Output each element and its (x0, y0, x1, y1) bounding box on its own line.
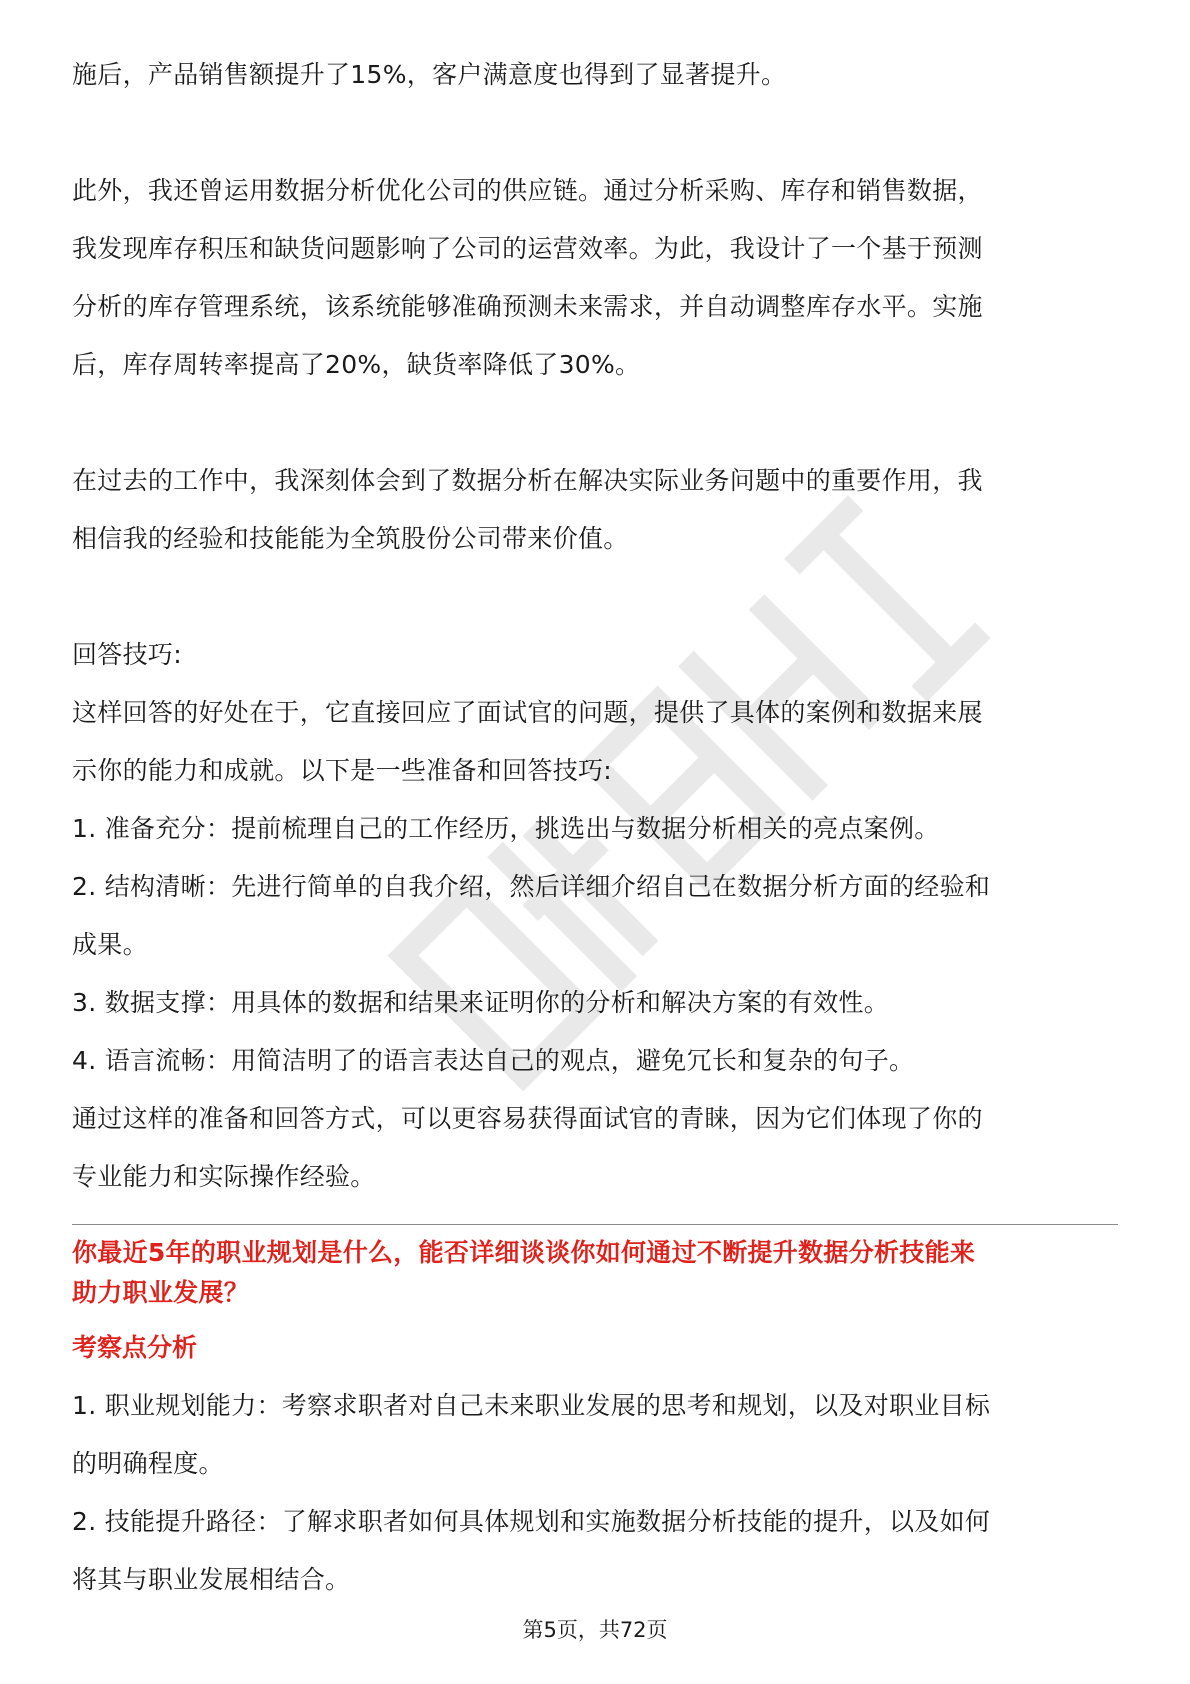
paragraph-line: 这样回答的好处在于，它直接回应了面试官的问题，提供了具体的案例和数据来展 (72, 698, 983, 727)
paragraph-line: 专业能力和实际操作经验。 (72, 1162, 376, 1191)
paragraph-gap (72, 104, 1118, 162)
tip-item: 2. 结构清晰：先进行简单的自我介绍，然后详细介绍自己在数据分析方面的经验和 (72, 872, 991, 901)
main-content (72, 46, 1118, 1609)
tip-item: 4. 语言流畅：用简洁明了的语言表达自己的观点，避免冗长和复杂的句子。 (72, 1046, 915, 1075)
analysis-point-continuation: 将其与职业发展相结合。 (72, 1565, 351, 1594)
page-number: 第5页，共72页 (522, 1618, 668, 1642)
section-divider (72, 1224, 1118, 1225)
paragraph-line: 在过去的工作中，我深刻体会到了数据分析在解决实际业务问题中的重要作用，我 (72, 466, 983, 495)
tips-heading: 回答技巧: (72, 640, 182, 669)
analysis-heading: 考察点分析 (72, 1333, 198, 1362)
analysis-point-continuation: 的明确程度。 (72, 1449, 224, 1478)
tip-item-continuation: 成果。 (72, 930, 148, 959)
question-title: 你最近5年的职业规划是什么，能否详细谈谈你如何通过不断提升数据分析技能来 (72, 1238, 976, 1267)
tip-item: 3. 数据支撑：用具体的数据和结果来证明你的分析和解决方案的有效性。 (72, 988, 890, 1017)
paragraph-line: 后，库存周转率提高了20%，缺货率降低了30%。 (72, 350, 641, 379)
paragraph-line: 相信我的经验和技能能为全筑股份公司带来价值。 (72, 524, 629, 553)
paragraph-gap (72, 394, 1118, 452)
paragraph-line: 示你的能力和成就。以下是一些准备和回答技巧: (72, 756, 613, 785)
paragraph-line: 此外，我还曾运用数据分析优化公司的供应链。通过分析采购、库存和销售数据， (72, 176, 983, 205)
paragraph-line: 分析的库存管理系统，该系统能够准确预测未来需求，并自动调整库存水平。实施 (72, 292, 983, 321)
question-title: 助力职业发展？ (72, 1278, 250, 1307)
paragraph-gap (72, 568, 1118, 626)
paragraph-line: 我发现库存积压和缺货问题影响了公司的运营效率。为此，我设计了一个基于预测 (72, 234, 983, 263)
analysis-point: 1. 职业规划能力：考察求职者对自己未来职业发展的思考和规划，以及对职业目标 (72, 1391, 991, 1420)
tip-item: 1. 准备充分：提前梳理自己的工作经历，挑选出与数据分析相关的亮点案例。 (72, 814, 940, 843)
analysis-point: 2. 技能提升路径：了解求职者如何具体规划和实施数据分析技能的提升，以及如何 (72, 1507, 991, 1536)
paragraph-line: 通过这样的准备和回答方式，可以更容易获得面试官的青睐，因为它们体现了你的 (72, 1104, 983, 1133)
paragraph-line: 施后，产品销售额提升了15%，客户满意度也得到了显著提升。 (72, 60, 787, 89)
